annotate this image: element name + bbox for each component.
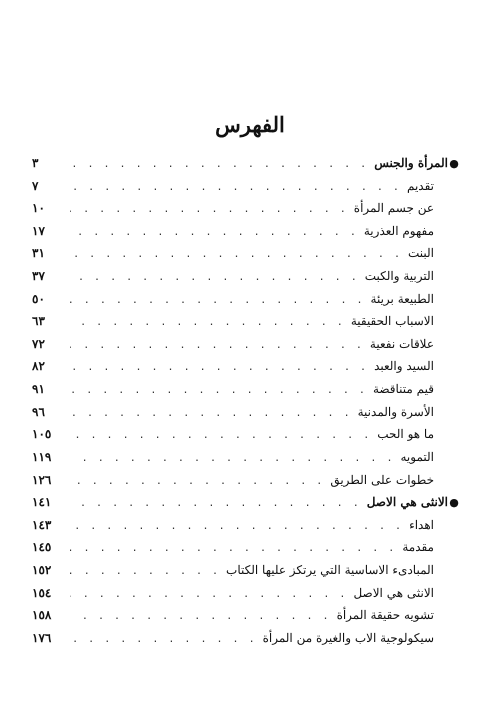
dot-leader [70, 244, 402, 267]
dot-leader [70, 538, 396, 561]
toc-entry[interactable] [32, 446, 460, 469]
toc-page-number: ١١٩ [32, 449, 52, 464]
dot-leader [70, 448, 394, 471]
toc-page-number: ١٤٥ [32, 540, 52, 555]
toc-entry-title: السيد والعبد [374, 359, 434, 374]
dot-leader [70, 471, 324, 494]
toc-entry-title: التربية والكبت [364, 269, 434, 284]
toc-entry-title: عن جسم المرأة [353, 201, 434, 216]
dot-leader [70, 267, 359, 290]
toc-entry-title: الانثى هي الاصل [353, 585, 434, 600]
toc-page-number: ١٧٦ [32, 630, 52, 645]
toc-entry-title: سيكولوجية الاب والغيرة من المرأة [262, 630, 434, 645]
dot-leader [70, 199, 348, 222]
toc-page-number: ١٠ [32, 201, 45, 216]
toc-entry[interactable] [32, 559, 460, 582]
toc-page-number: ٧ [32, 178, 39, 193]
toc-page-number: ١٤٣ [32, 517, 52, 532]
toc-page-number: ١٤١ [32, 495, 52, 510]
toc-section[interactable] [32, 491, 460, 514]
toc-entry-title: تقديم [406, 178, 434, 193]
toc-entry-title: مقدمة [402, 540, 434, 555]
dot-leader [70, 357, 368, 380]
toc-entry-title: علاقات نفعية [369, 336, 434, 351]
page-title: الفهرس [215, 112, 285, 137]
toc-entry-title: تشويه حقيقة المرأة [336, 608, 434, 623]
toc-entry[interactable] [32, 310, 460, 333]
toc-entry[interactable] [32, 514, 460, 537]
bullet-icon: ● [449, 157, 459, 170]
dot-leader [70, 606, 331, 629]
dot-leader [70, 629, 257, 652]
toc-entry-title: الأسرة والمدنية [357, 404, 434, 419]
toc-page-number: ١٥٨ [32, 608, 52, 623]
dot-leader [70, 425, 371, 448]
toc-page-number: ٣٧ [32, 269, 45, 284]
table-of-contents [32, 152, 460, 649]
toc-entry-title: خطوات على الطريق [330, 472, 434, 487]
toc-page-number: ٣١ [32, 246, 45, 261]
toc-page-number: ١٥٢ [32, 562, 52, 577]
toc-entry[interactable] [32, 288, 460, 311]
toc-entry[interactable] [32, 265, 460, 288]
dot-leader [70, 154, 368, 177]
toc-page-number: ٦٣ [32, 314, 45, 329]
toc-entry[interactable] [32, 604, 460, 627]
toc-entry-title: الاسباب الحقيقية [350, 314, 434, 329]
toc-entry-title: التمويه [400, 449, 434, 464]
toc-entry-title: المبادىء الاساسية التي يرتكز عليها الكتاب [226, 562, 434, 577]
toc-entry-title: قيم متناقضة [372, 382, 434, 397]
toc-entry[interactable] [32, 536, 460, 559]
toc-entry[interactable] [32, 378, 460, 401]
toc-page-number: ٩٦ [32, 404, 45, 419]
toc-page-number: ١٠٥ [32, 427, 52, 442]
dot-leader [70, 561, 220, 584]
dot-leader [70, 584, 347, 607]
toc-entry-title: البنت [407, 246, 434, 261]
toc-entry-title: المرأة والجنس [374, 156, 448, 170]
toc-page-number: ٥٠ [32, 291, 45, 306]
dot-leader [70, 516, 403, 539]
bullet-icon: ● [449, 496, 459, 510]
toc-entry[interactable] [32, 582, 460, 605]
toc-entry[interactable] [32, 469, 460, 492]
toc-entry-title: الانثى هي الاصل [366, 495, 448, 510]
toc-entry[interactable] [32, 355, 460, 378]
toc-page-number: ١٢٦ [32, 472, 52, 487]
toc-entry[interactable] [32, 242, 460, 265]
toc-entry[interactable] [32, 220, 460, 243]
dot-leader [70, 222, 358, 245]
toc-entry[interactable] [32, 197, 460, 220]
toc-entry[interactable] [32, 627, 460, 650]
toc-page-number: ١٥٤ [32, 585, 52, 600]
dot-leader [70, 380, 367, 403]
toc-entry[interactable] [32, 175, 460, 198]
dot-leader [70, 312, 345, 335]
toc-entry[interactable] [32, 333, 460, 356]
toc-section[interactable] [32, 152, 460, 175]
dot-leader [70, 335, 364, 358]
toc-entry[interactable] [32, 423, 460, 446]
dot-leader [70, 177, 401, 200]
toc-entry-title: الطبيعة بريئة [370, 291, 434, 306]
toc-page-number: ٣ [32, 156, 39, 170]
toc-entry-title: ما هو الحب [377, 427, 434, 442]
toc-page-number: ٧٢ [32, 336, 45, 351]
toc-entry-title: اهداء [409, 517, 434, 532]
toc-page-number: ١٧ [32, 223, 45, 238]
toc-entry[interactable] [32, 401, 460, 424]
toc-page-number: ٩١ [32, 382, 45, 397]
dot-leader [70, 403, 352, 426]
dot-leader [70, 290, 365, 313]
toc-page-number: ٨٢ [32, 359, 45, 374]
dot-leader [70, 493, 361, 516]
toc-entry-title: مفهوم العذرية [363, 223, 434, 238]
